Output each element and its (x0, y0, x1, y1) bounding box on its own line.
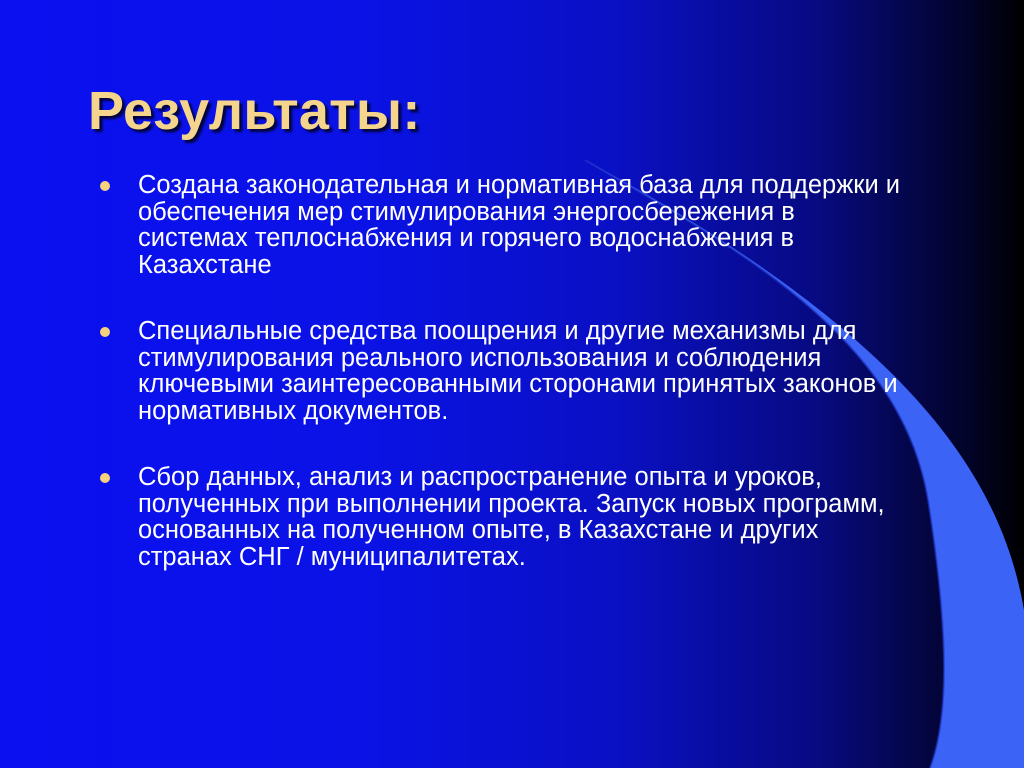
bullet-text: Сбор данных, анализ и распространение опыта и уроков, полученных при выполнении проекта. Запуск новых программ, основанных на полученном опыте, в Казахстане и других странах СНГ / муниципалитетах. (138, 463, 885, 571)
bullet-item (96, 318, 906, 424)
bullet-text: Специальные средства поощрения и другие механизмы для стимулирования реального использования и соблюдения ключевыми заинтересованными сторонами принятых законов и нормативных документов. (138, 317, 898, 425)
slide-title: Результаты: (88, 81, 421, 141)
bullet-dot-icon (100, 473, 110, 483)
bullet-list (96, 172, 906, 570)
bullet-dot-icon (100, 327, 110, 337)
bullet-item (96, 172, 906, 278)
bullet-dot-icon (100, 181, 110, 191)
bullet-item (96, 464, 906, 570)
bullet-text: Создана законодательная и нормативная база для поддержки и обеспечения мер стимулирования энергосбережения в системах теплоснабжения и горячего водоснабжения в Казахстане (138, 171, 901, 279)
